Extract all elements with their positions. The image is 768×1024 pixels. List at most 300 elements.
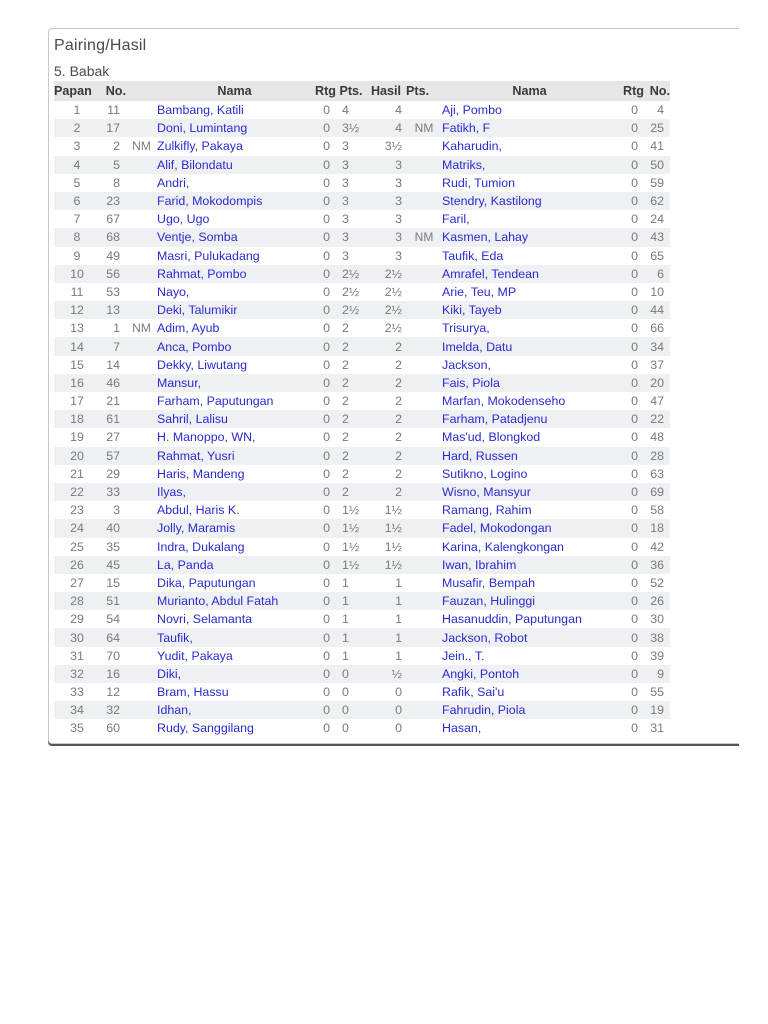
black-no-cell: 24 [650, 212, 664, 227]
table-row[interactable] [54, 647, 670, 665]
white-name-cell: Ugo, Ugo [157, 212, 210, 227]
black-rtg-cell: 0 [617, 337, 644, 355]
black-name-cell: Taufik, Eda [442, 248, 504, 263]
white-rtg-cell: 0 [323, 721, 330, 736]
table-row[interactable] [54, 719, 670, 737]
black-title-cell [406, 101, 442, 119]
table-row[interactable] [54, 538, 670, 556]
white-name-cell: Deki, Talumikir [157, 301, 312, 319]
col-header-board[interactable]: Papan [54, 81, 100, 101]
black-name-cell: Ramang, Rahim [442, 503, 532, 518]
board-cell: 4 [54, 156, 100, 174]
black-rtg-cell: 0 [617, 410, 644, 428]
result-cell: 2 [395, 357, 402, 372]
white-title-cell [126, 156, 157, 174]
table-row[interactable] [54, 119, 670, 137]
table-row[interactable] [54, 356, 670, 374]
table-row[interactable] [54, 465, 670, 483]
board-cell: 24 [54, 519, 100, 537]
col-header-name2[interactable]: Nama [442, 81, 617, 101]
black-name-cell: Farham, Patadjenu [442, 410, 617, 428]
white-name-cell: Farham, Paputungan [157, 394, 274, 409]
white-no-cell: 68 [100, 228, 126, 246]
white-no-cell: 5 [100, 156, 126, 174]
table-row[interactable] [54, 210, 670, 228]
white-pts-cell: 2 [342, 394, 349, 409]
board-cell: 10 [54, 265, 100, 283]
white-title-cell [126, 556, 157, 574]
white-title-cell [126, 283, 157, 301]
white-name-cell: Bram, Hassu [157, 685, 229, 700]
black-name-cell: Fadel, Mokodongan [442, 519, 617, 537]
black-rtg-cell: 0 [631, 721, 638, 736]
black-rtg-cell: 0 [617, 665, 644, 683]
round-label: 5. Babak [54, 63, 110, 79]
black-title-cell [406, 647, 442, 665]
board-cell: 17 [70, 394, 84, 409]
white-pts-cell: 3 [342, 175, 349, 190]
black-name-cell: Faril, [442, 212, 470, 227]
col-header-no[interactable]: No. [100, 81, 126, 101]
black-title-cell [406, 374, 442, 392]
table-row[interactable] [54, 283, 670, 301]
result-cell: 3 [366, 192, 406, 210]
black-name-cell: Fais, Piola [442, 374, 617, 392]
black-name-cell: Kasmen, Lahay [442, 228, 617, 246]
black-rtg-cell: 0 [617, 192, 644, 210]
black-title-cell [406, 428, 442, 446]
white-rtg-cell: 0 [323, 503, 330, 518]
black-no-cell: 58 [650, 503, 664, 518]
black-no-cell: 30 [650, 612, 664, 627]
result-cell: 2½ [366, 301, 406, 319]
white-name-cell: Anca, Pombo [157, 337, 312, 355]
white-name-cell: Idhan, [157, 701, 312, 719]
white-title-cell [126, 647, 157, 665]
black-name-cell: Fauzan, Hulinggi [442, 592, 617, 610]
table-row[interactable] [54, 101, 670, 119]
black-name-cell: Aji, Pombo [442, 103, 502, 118]
black-no-cell: 66 [650, 321, 664, 336]
black-title-cell [406, 356, 442, 374]
table-row[interactable] [54, 501, 670, 519]
result-cell: 0 [395, 685, 402, 700]
black-rtg-cell: 0 [617, 556, 644, 574]
black-rtg-cell: 0 [631, 357, 638, 372]
black-no-cell: 39 [650, 648, 664, 663]
white-name-cell: Sahril, Lalisu [157, 410, 312, 428]
white-no-cell: 11 [107, 103, 120, 118]
white-pts-cell: 2 [336, 374, 366, 392]
white-no-cell: 27 [106, 430, 120, 445]
black-title-cell [406, 519, 442, 537]
black-name-cell: Hard, Russen [442, 447, 617, 465]
black-rtg-cell: 0 [631, 212, 638, 227]
black-title-cell [406, 538, 442, 556]
board-cell: 26 [54, 556, 100, 574]
white-pts-cell: 3½ [336, 119, 366, 137]
white-title-cell [126, 574, 157, 592]
black-name-cell: Stendry, Kastilong [442, 192, 617, 210]
black-name-cell: Trisurya, [442, 321, 490, 336]
white-name-cell: Ilyas, [157, 483, 312, 501]
black-rtg-cell: 0 [617, 592, 644, 610]
black-rtg-cell: 0 [617, 701, 644, 719]
board-cell: 23 [70, 503, 84, 518]
result-cell: ½ [366, 665, 406, 683]
white-no-cell: 40 [100, 519, 126, 537]
white-title-cell [126, 447, 157, 465]
black-no-cell: 19 [644, 701, 670, 719]
white-title-cell [126, 174, 157, 192]
white-pts-cell: 1½ [342, 539, 360, 554]
black-rtg-cell: 0 [631, 284, 638, 299]
board-cell: 14 [54, 337, 100, 355]
white-title-cell [126, 247, 157, 265]
result-cell: 1 [366, 628, 406, 646]
white-pts-cell: 1½ [342, 503, 360, 518]
board-cell: 8 [54, 228, 100, 246]
black-title-cell [406, 301, 442, 319]
col-header-pts2[interactable]: Pts. [406, 81, 442, 101]
white-title-cell [126, 483, 157, 501]
white-title-cell [126, 501, 157, 519]
table-row[interactable] [54, 519, 670, 537]
black-rtg-cell: 0 [631, 503, 638, 518]
black-no-cell: 38 [644, 628, 670, 646]
board-cell: 27 [70, 575, 84, 590]
white-rtg-cell: 0 [323, 212, 330, 227]
white-name-cell: Jolly, Maramis [157, 519, 312, 537]
white-no-cell: 45 [100, 556, 126, 574]
white-name-cell: Novri, Selamanta [157, 612, 253, 627]
white-rtg-cell: 0 [312, 592, 336, 610]
white-pts-cell: 2 [336, 483, 366, 501]
black-name-cell: Amrafel, Tendean [442, 265, 617, 283]
board-cell: 20 [54, 447, 100, 465]
white-title-cell [126, 465, 157, 483]
black-title-cell [406, 337, 442, 355]
white-title-cell [126, 628, 157, 646]
white-name-cell: Taufik, [157, 628, 312, 646]
board-cell: 21 [70, 466, 84, 481]
col-header-no2[interactable]: No. [644, 81, 670, 101]
table-row[interactable] [54, 174, 670, 192]
table-row[interactable] [54, 337, 670, 355]
board-cell: 9 [73, 248, 81, 263]
result-cell: 3 [395, 248, 402, 263]
table-row[interactable] [54, 265, 670, 283]
board-cell: 2 [54, 119, 100, 137]
white-pts-cell: 2½ [336, 301, 366, 319]
white-rtg-cell: 0 [312, 228, 336, 246]
white-rtg-cell: 0 [312, 556, 336, 574]
white-no-cell: 15 [106, 575, 120, 590]
table-row[interactable] [54, 447, 670, 465]
white-pts-cell: 2 [342, 321, 349, 336]
black-no-cell: 26 [644, 592, 670, 610]
white-rtg-cell: 0 [323, 284, 330, 299]
result-cell: 3 [366, 156, 406, 174]
result-cell: 1½ [366, 519, 406, 537]
black-no-cell: 25 [644, 119, 670, 137]
white-name-cell: Haris, Mandeng [157, 466, 245, 481]
black-rtg-cell: 0 [631, 539, 638, 554]
result-cell: 1 [395, 648, 402, 663]
white-name-cell: Rudy, Sanggilang [157, 721, 254, 736]
col-header-rtg2[interactable]: Rtg [617, 81, 644, 101]
white-title-cell [126, 101, 157, 119]
white-title-cell [126, 119, 157, 137]
white-name-cell: Dekky, Liwutang [157, 357, 247, 372]
black-no-cell: 22 [644, 410, 670, 428]
result-cell: 2 [366, 410, 406, 428]
white-pts-cell: 2 [342, 430, 349, 445]
board-cell: 35 [70, 721, 84, 736]
black-rtg-cell: 0 [617, 483, 644, 501]
table-row[interactable] [54, 319, 670, 337]
black-no-cell: 43 [644, 228, 670, 246]
white-name-cell: Indra, Dukalang [157, 539, 245, 554]
col-header-pts[interactable]: Pts. [336, 81, 366, 101]
table-row[interactable] [54, 628, 670, 646]
white-no-cell: 56 [100, 265, 126, 283]
table-row[interactable] [54, 374, 670, 392]
black-name-cell: Marfan, Mokodenseho [442, 394, 566, 409]
white-rtg-cell: 0 [312, 301, 336, 319]
col-header-title [126, 81, 157, 101]
table-row[interactable] [54, 683, 670, 701]
black-rtg-cell: 0 [631, 612, 638, 627]
table-row[interactable] [54, 701, 670, 719]
result-cell: 2½ [366, 265, 406, 283]
white-rtg-cell: 0 [312, 665, 336, 683]
white-title-cell [126, 374, 157, 392]
white-no-cell: 23 [100, 192, 126, 210]
board-cell: 16 [54, 374, 100, 392]
black-title-cell: NM [406, 228, 442, 246]
black-name-cell: Jackson, Robot [442, 628, 617, 646]
black-title-cell [406, 501, 442, 519]
col-header-name[interactable]: Nama [157, 81, 312, 101]
black-no-cell: 20 [644, 374, 670, 392]
board-cell: 25 [70, 539, 84, 554]
white-rtg-cell: 0 [323, 612, 330, 627]
board-cell: 34 [54, 701, 100, 719]
white-pts-cell: 4 [342, 103, 349, 118]
black-no-cell: 47 [650, 394, 664, 409]
white-rtg-cell: 0 [312, 701, 336, 719]
white-title-cell [126, 519, 157, 537]
white-pts-cell: 2 [336, 337, 366, 355]
board-cell: 32 [54, 665, 100, 683]
table-row[interactable] [54, 301, 670, 319]
white-name-cell: Farid, Mokodompis [157, 192, 312, 210]
black-rtg-cell: 0 [617, 119, 644, 137]
black-name-cell: Rudi, Tumion [442, 175, 516, 190]
result-cell: 2 [366, 374, 406, 392]
white-title-cell [126, 610, 157, 628]
white-rtg-cell: 0 [323, 248, 330, 263]
black-title-cell [406, 701, 442, 719]
table-row[interactable] [54, 556, 670, 574]
board-cell: 19 [70, 430, 84, 445]
table-row[interactable] [54, 192, 670, 210]
table-row[interactable] [54, 610, 670, 628]
black-title-cell [406, 574, 442, 592]
white-name-cell: Adim, Ayub [157, 321, 220, 336]
white-rtg-cell: 0 [323, 430, 330, 445]
black-name-cell: Kiki, Tayeb [442, 301, 617, 319]
black-rtg-cell: 0 [631, 103, 638, 118]
white-rtg-cell: 0 [323, 539, 330, 554]
white-pts-cell: 2 [336, 447, 366, 465]
result-cell: 1½ [384, 503, 402, 518]
black-no-cell: 36 [644, 556, 670, 574]
white-no-cell: 67 [106, 212, 120, 227]
white-name-cell: Nayo, [157, 284, 190, 299]
black-no-cell: 55 [650, 685, 664, 700]
board-cell: 18 [54, 410, 100, 428]
black-no-cell: 37 [650, 357, 664, 372]
board-cell: 28 [54, 592, 100, 610]
white-pts-cell: 0 [336, 701, 366, 719]
white-name-cell: Bambang, Katili [157, 103, 244, 118]
white-pts-cell: 3 [342, 248, 349, 263]
black-no-cell: 18 [644, 519, 670, 537]
result-cell: 1 [395, 575, 402, 590]
black-rtg-cell: 0 [631, 648, 638, 663]
white-no-cell: 35 [106, 539, 120, 554]
white-name-cell: Masri, Pulukadang [157, 248, 260, 263]
table-body [54, 101, 670, 738]
white-rtg-cell: 0 [323, 394, 330, 409]
white-title-cell [126, 538, 157, 556]
table-row[interactable] [54, 665, 670, 683]
black-name-cell: Hasanuddin, Paputungan [442, 612, 582, 627]
table-row[interactable] [54, 574, 670, 592]
table-row[interactable] [54, 410, 670, 428]
white-title-cell [126, 192, 157, 210]
white-rtg-cell: 0 [312, 410, 336, 428]
white-name-cell: Diki, [157, 665, 312, 683]
board-cell: 22 [54, 483, 100, 501]
white-pts-cell: 2 [336, 410, 366, 428]
black-rtg-cell: 0 [617, 228, 644, 246]
table-row[interactable] [54, 392, 670, 410]
black-no-cell: 65 [650, 248, 664, 263]
black-name-cell: Matriks, [442, 156, 617, 174]
white-rtg-cell: 0 [323, 175, 330, 190]
col-header-rtg[interactable]: Rtg [312, 81, 336, 101]
white-name-cell: Dika, Paputungan [157, 575, 256, 590]
white-pts-cell: 1 [342, 648, 349, 663]
result-cell: 1½ [384, 539, 402, 554]
table-row[interactable] [54, 156, 670, 174]
white-pts-cell: 3 [336, 192, 366, 210]
black-no-cell: 44 [644, 301, 670, 319]
black-title-cell [406, 174, 442, 192]
white-pts-cell: 1 [342, 575, 349, 590]
white-title-cell [126, 719, 157, 737]
black-rtg-cell: 0 [631, 430, 638, 445]
table-row[interactable] [54, 228, 670, 246]
result-cell: 2 [366, 337, 406, 355]
black-rtg-cell: 0 [617, 265, 644, 283]
result-cell: 2 [366, 447, 406, 465]
white-rtg-cell: 0 [312, 519, 336, 537]
table-row[interactable] [54, 592, 670, 610]
white-no-cell: 61 [100, 410, 126, 428]
board-cell: 31 [70, 648, 84, 663]
panel-title: Pairing/Hasil [54, 37, 147, 54]
table-row[interactable] [54, 247, 670, 265]
black-title-cell [406, 156, 442, 174]
black-rtg-cell: 0 [617, 628, 644, 646]
white-name-cell: Rahmat, Yusri [157, 447, 312, 465]
white-no-cell: 1 [113, 321, 120, 336]
table-row[interactable] [54, 137, 670, 155]
white-name-cell: Rahmat, Pombo [157, 265, 312, 283]
black-title-cell: NM [406, 119, 442, 137]
white-rtg-cell: 0 [312, 447, 336, 465]
black-name-cell: Fatikh, F [442, 119, 617, 137]
table-row[interactable] [54, 428, 670, 446]
white-title-cell [126, 701, 157, 719]
board-cell: 29 [70, 612, 84, 627]
black-no-cell: 50 [644, 156, 670, 174]
white-rtg-cell: 0 [312, 483, 336, 501]
black-no-cell: 34 [644, 337, 670, 355]
white-no-cell: 46 [100, 374, 126, 392]
result-cell: 3 [366, 228, 406, 246]
black-no-cell: 52 [650, 575, 664, 590]
black-rtg-cell: 0 [631, 175, 638, 190]
white-pts-cell: 2 [342, 466, 349, 481]
board-cell: 11 [70, 284, 84, 299]
black-name-cell: Iwan, Ibrahim [442, 556, 617, 574]
white-rtg-cell: 0 [312, 628, 336, 646]
col-header-result[interactable]: Hasil [366, 81, 406, 101]
white-pts-cell: 3 [336, 228, 366, 246]
table-row[interactable] [54, 483, 670, 501]
black-name-cell: Karina, Kalengkongan [442, 539, 564, 554]
white-title-cell: NM [132, 139, 151, 154]
white-pts-cell: 3 [342, 139, 349, 154]
black-no-cell: 9 [644, 665, 670, 683]
black-name-cell: Hasan, [442, 721, 482, 736]
black-title-cell [406, 137, 442, 155]
white-pts-cell: 3 [336, 156, 366, 174]
white-pts-cell: 1½ [336, 519, 366, 537]
black-no-cell: 48 [650, 430, 664, 445]
table-header-row [54, 81, 670, 101]
white-title-cell [126, 410, 157, 428]
white-title-cell [126, 428, 157, 446]
black-no-cell: 4 [657, 103, 664, 118]
white-no-cell: 64 [100, 628, 126, 646]
black-title-cell [406, 319, 442, 337]
white-pts-cell: 0 [336, 665, 366, 683]
white-rtg-cell: 0 [323, 648, 330, 663]
black-title-cell [406, 465, 442, 483]
board-cell: 5 [73, 175, 81, 190]
white-rtg-cell: 0 [323, 357, 330, 372]
black-name-cell: Fahrudin, Piola [442, 701, 617, 719]
black-title-cell [406, 556, 442, 574]
white-rtg-cell: 0 [312, 192, 336, 210]
board-cell: 30 [54, 628, 100, 646]
